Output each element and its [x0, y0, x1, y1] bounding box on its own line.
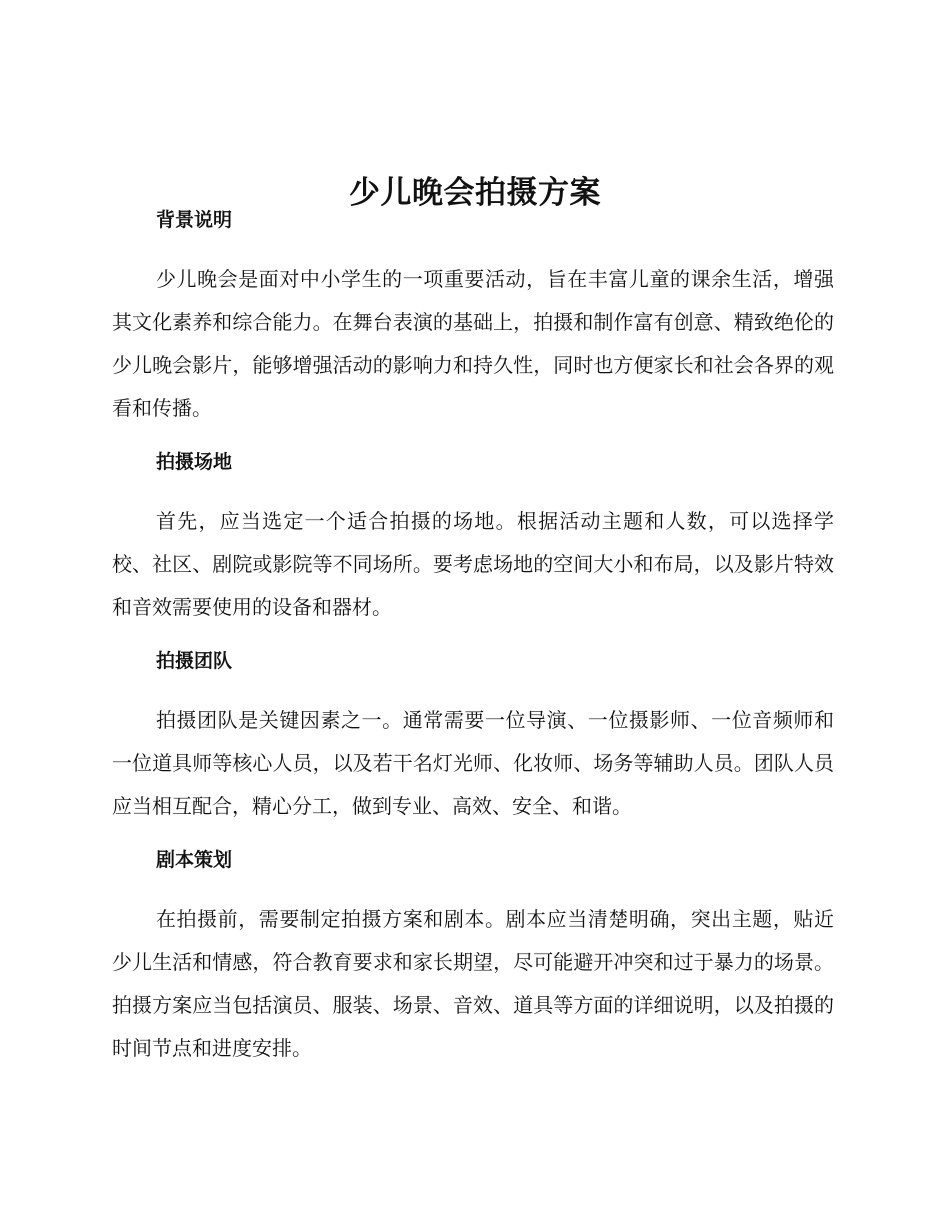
section-venue: [112, 440, 834, 629]
document-title: 少儿晚会拍摄方案: [349, 174, 601, 211]
section-body: 在拍摄前，需要制定拍摄方案和剧本。剧本应当清楚明确，突出主题，贴近少儿生活和情感，符合教育要求和家长期望，尽可能避开冲突和过于暴力的场景。拍摄方案应当包括演员、服装、场景、音效、道具等方面的详细说明，以及拍摄的时间节点和进度安排。: [112, 907, 834, 1060]
section-team: [112, 639, 834, 828]
section-heading: 拍摄团队: [156, 650, 233, 672]
section-body: 首先，应当选定一个适合拍摄的场地。根据活动主题和人数，可以选择学校、社区、剧院或影院等不同场所。要考虑场地的空间大小和布局，以及影片特效和音效需要使用的设备和器材。: [112, 509, 834, 619]
document-content: [112, 198, 834, 1080]
section-heading: 背景说明: [156, 209, 233, 231]
section-heading: 剧本策划: [156, 849, 233, 871]
section-body: 拍摄团队是关键因素之一。通常需要一位导演、一位摄影师、一位音频师和一位道具师等核心人员，以及若干名灯光师、化妆师、场务等辅助人员。团队人员应当相互配合，精心分工，做到专业、高效、安全、和谐。: [112, 708, 834, 818]
section-body: 少儿晚会是面对中小学生的一项重要活动，旨在丰富儿童的课余生活，增强其文化素养和综合能力。在舞台表演的基础上，拍摄和制作富有创意、精致绝伦的少儿晚会影片，能够增强活动的影响力和持久性，同时也方便家长和社会各界的观看和传播。: [112, 267, 834, 420]
section-background: [112, 198, 834, 430]
section-heading: 拍摄场地: [156, 451, 233, 473]
section-script: [112, 838, 834, 1070]
